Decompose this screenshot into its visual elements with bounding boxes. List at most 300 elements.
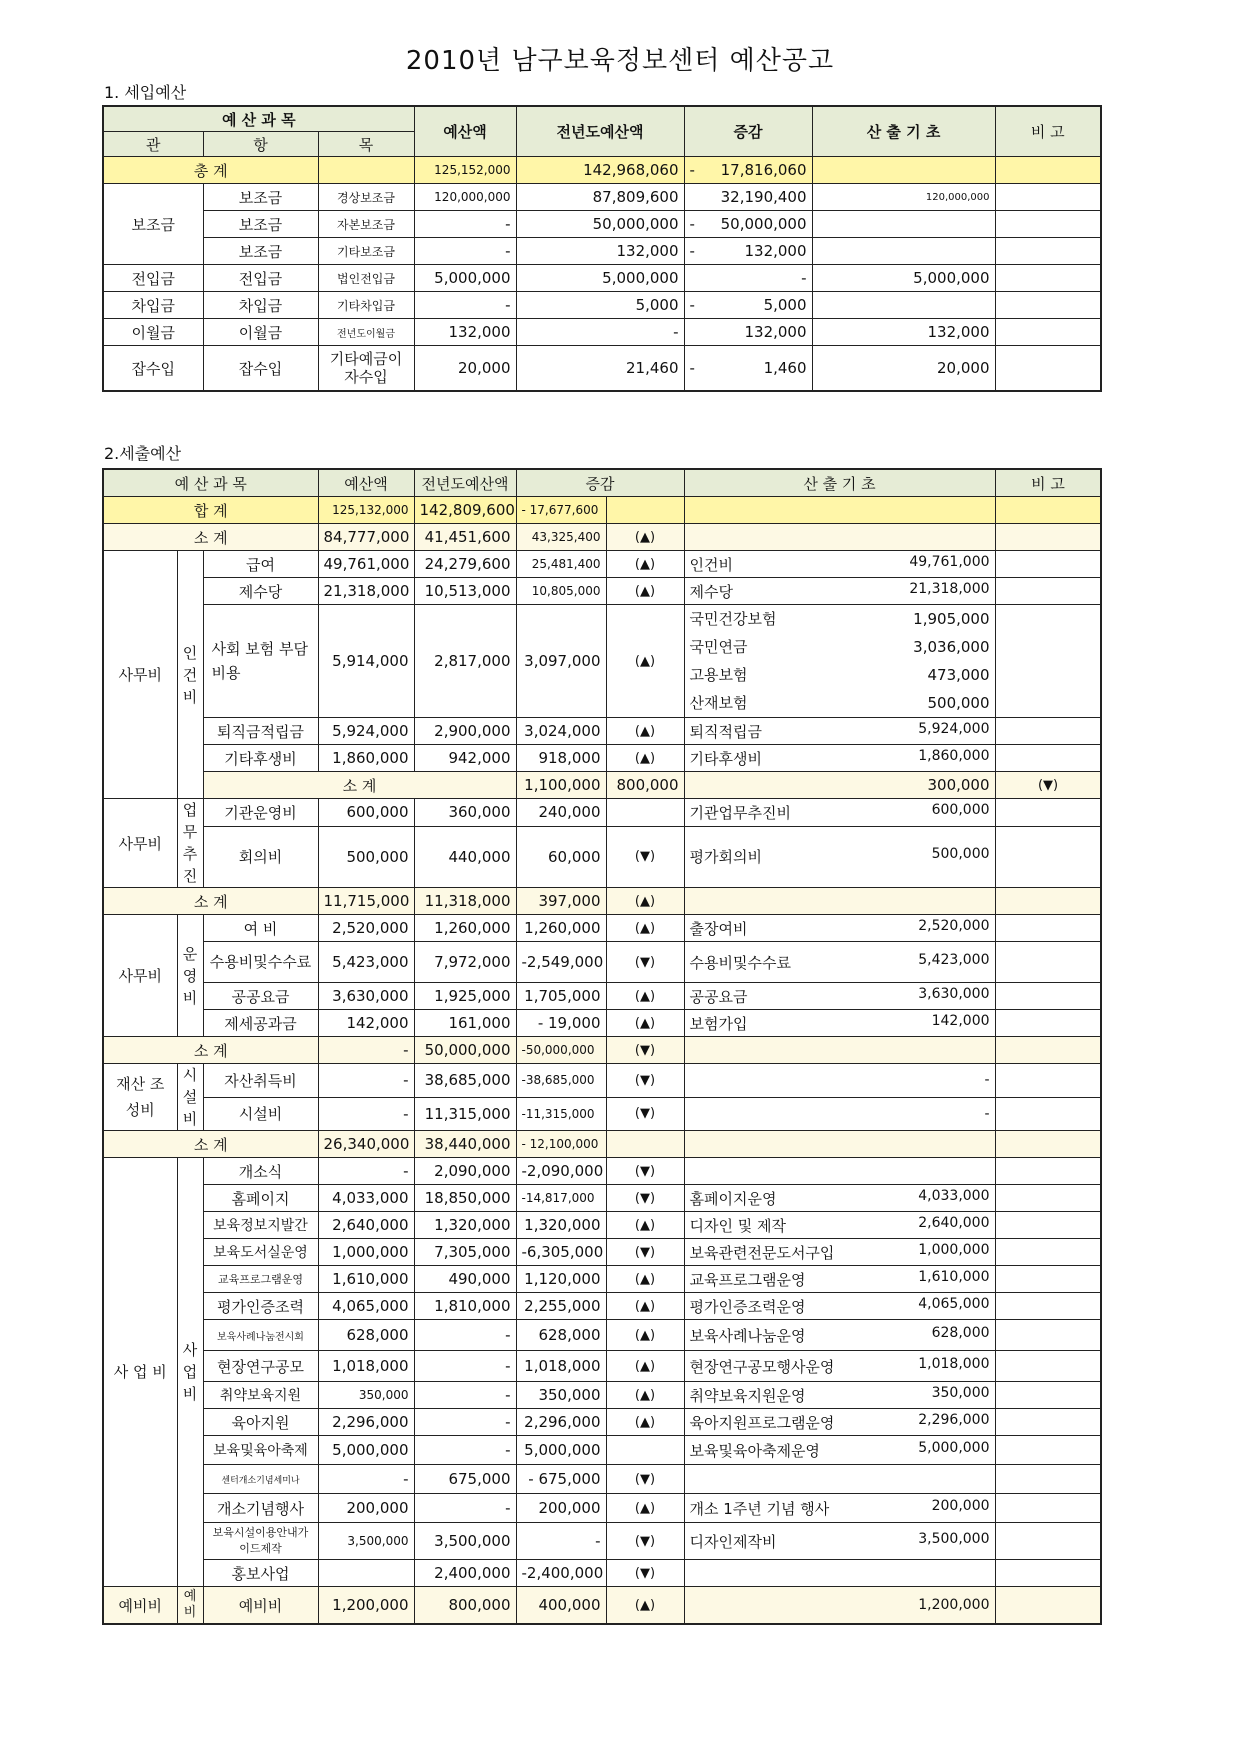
- prev-cell: 942,000: [414, 745, 516, 772]
- basis-name: 인건비: [689, 555, 733, 574]
- prev-cell: 1,260,000: [414, 915, 516, 942]
- basis-name: 육아지원프로그램운영: [689, 1413, 835, 1432]
- basis-name: 국민연금: [689, 638, 748, 656]
- prev-cell: 675,000: [414, 1465, 516, 1494]
- basis-name: 평가회의비: [689, 848, 762, 867]
- table-row: [103, 1560, 1101, 1587]
- change-cell: - 675,000: [516, 1465, 606, 1494]
- budget-cell: 4,065,000: [318, 1293, 414, 1320]
- revenue-table: [102, 105, 1102, 392]
- prev-cell: 2,817,000: [414, 605, 516, 718]
- change-mark: (▼): [606, 1465, 684, 1494]
- prev-cell: 11,315,000: [414, 1097, 516, 1131]
- basis-cell: 132,000: [812, 319, 995, 346]
- gwan-cell: 사 업 비: [103, 1158, 177, 1587]
- change-cell: 1,260,000: [516, 915, 606, 942]
- table-row: [103, 1436, 1101, 1465]
- change-cell: 2,255,000: [516, 1293, 606, 1320]
- col-prev: 전년도예산액: [414, 469, 516, 497]
- budget-cell: 2,296,000: [318, 1409, 414, 1436]
- budget-cell: -: [318, 1158, 414, 1185]
- total-change-sign: -: [689, 161, 695, 179]
- budget-cell: 350,000: [318, 1382, 414, 1409]
- sign-cell: -: [689, 359, 695, 377]
- budget-cell: 5,000,000: [414, 265, 516, 292]
- change-cell: 132,000: [744, 323, 807, 341]
- basis-name: 국민건강보험: [689, 610, 777, 628]
- col-subject: 예 산 과 목: [103, 106, 414, 132]
- change-mark: (▲): [606, 1494, 684, 1523]
- basis-value: 5,924,000: [918, 720, 990, 737]
- revenue-section-label: 1. 세입예산: [104, 83, 187, 102]
- mok-cell: 평가인증조력: [203, 1293, 318, 1320]
- mok-cell: 개소기념행사: [203, 1494, 318, 1523]
- table-row: [103, 265, 1101, 292]
- table-row: [103, 238, 1101, 265]
- change-cell: 1,320,000: [516, 1212, 606, 1239]
- gwan-cell: 잡수입: [103, 346, 203, 392]
- col-gwan: 관: [103, 132, 203, 157]
- budget-cell: -: [414, 211, 516, 238]
- subtotal-label: 소 계: [103, 1037, 318, 1064]
- basis-value: 350,000: [931, 1384, 990, 1401]
- basis-name: 디자인 및 제작: [689, 1216, 786, 1235]
- change-cell: 918,000: [516, 745, 606, 772]
- change-cell: 10,805,000: [516, 578, 606, 605]
- table-row: [103, 1351, 1101, 1382]
- budget-cell: -: [414, 238, 516, 265]
- mok-cell: 홈페이지: [203, 1185, 318, 1212]
- table-row: [103, 1320, 1101, 1351]
- change-cell: 50,000,000: [720, 215, 807, 233]
- col-note: 비 고: [995, 469, 1101, 497]
- prev-cell: 161,000: [414, 1010, 516, 1037]
- change-mark: (▼): [995, 772, 1101, 799]
- change-cell: -50,000,000: [516, 1037, 606, 1064]
- change-cell: 2,296,000: [516, 1409, 606, 1436]
- col-prev: 전년도예산액: [516, 106, 684, 157]
- change-cell: 3,024,000: [516, 718, 606, 745]
- change-mark: (▲): [606, 983, 684, 1010]
- change-cell: -38,685,000: [516, 1064, 606, 1098]
- budget-cell: -: [318, 1037, 414, 1064]
- prev-cell: 2,400,000: [414, 1560, 516, 1587]
- table-row: [103, 1212, 1101, 1239]
- col-mok: 목: [318, 132, 414, 157]
- basis-name: 기관업무추진비: [689, 803, 791, 822]
- prev-cell: 2,090,000: [414, 1158, 516, 1185]
- mok-cell: 보육및육아축제: [203, 1436, 318, 1465]
- budget-cell: 5,423,000: [318, 942, 414, 983]
- mok-cell: 기타예금이자수입: [318, 346, 414, 392]
- subtotal-label: 소 계: [103, 1131, 318, 1158]
- change-mark: (▲): [606, 1010, 684, 1037]
- prev-cell: 3,500,000: [414, 1523, 516, 1560]
- prev-cell: 1,925,000: [414, 983, 516, 1010]
- basis-name: 보육및육아축제운영: [689, 1441, 820, 1460]
- basis-value: 2,640,000: [918, 1214, 990, 1231]
- change-mark: [606, 799, 684, 827]
- budget-cell: 21,318,000: [318, 578, 414, 605]
- basis-value: 1,200,000: [684, 1587, 995, 1625]
- mok-cell: 취약보육지원: [203, 1382, 318, 1409]
- basis-name: 디자인제작비: [689, 1532, 777, 1551]
- prev-cell: -: [414, 1320, 516, 1351]
- table-row: [103, 983, 1101, 1010]
- budget-cell: 20,000: [414, 346, 516, 392]
- subtotal-row: [103, 1131, 1101, 1158]
- prev-cell: 1,320,000: [414, 1212, 516, 1239]
- change-cell: -6,305,000: [516, 1239, 606, 1266]
- prev-cell: 11,318,000: [414, 888, 516, 915]
- hang-cell: 이월금: [203, 319, 318, 346]
- mok-cell: 회의비: [203, 826, 318, 887]
- table-row: [103, 799, 1101, 827]
- basis-value: 1,000,000: [918, 1241, 990, 1258]
- hang-cell: 차입금: [203, 292, 318, 319]
- hang-cell: 보조금: [203, 211, 318, 238]
- basis-value: 4,033,000: [918, 1187, 990, 1204]
- change-cell: 25,481,400: [516, 551, 606, 578]
- budget-cell: 132,000: [414, 319, 516, 346]
- change-mark: (▼): [606, 1097, 684, 1131]
- change-mark: (▲): [606, 578, 684, 605]
- change-cell: 300,000: [684, 772, 995, 799]
- prev-cell: 10,513,000: [414, 578, 516, 605]
- basis-value: -: [984, 1072, 990, 1089]
- hang-cell: 업무추진: [177, 799, 203, 888]
- change-cell: -14,817,000: [516, 1185, 606, 1212]
- basis-value: 5,423,000: [918, 951, 990, 968]
- table-row: [103, 745, 1101, 772]
- change-cell: 43,325,400: [516, 524, 606, 551]
- prev-cell: 50,000,000: [516, 211, 684, 238]
- basis-cell: 120,000,000: [812, 184, 995, 211]
- change-mark: (▲): [606, 605, 684, 718]
- basis-value: 1,610,000: [918, 1268, 990, 1285]
- prev-cell: 132,000: [516, 238, 684, 265]
- sign-cell: -: [689, 215, 695, 233]
- total-label: 총 계: [103, 157, 318, 184]
- hang-cell: 예비: [177, 1587, 203, 1625]
- basis-value: 500,000: [927, 694, 990, 712]
- basis-name: 보육사례나눔운영: [689, 1326, 806, 1345]
- basis-cell: 5,000,000: [812, 265, 995, 292]
- table-row: [103, 942, 1101, 983]
- change-mark: (▼): [606, 1064, 684, 1098]
- mok-cell: 예비비: [203, 1587, 318, 1625]
- basis-value: 21,318,000: [909, 580, 990, 597]
- mok-cell: 제세공과금: [203, 1010, 318, 1037]
- gwan-cell: 사무비: [103, 799, 177, 888]
- prev-cell: -: [414, 1494, 516, 1523]
- mok-cell: 기타보조금: [318, 238, 414, 265]
- change-mark: (▼): [606, 1158, 684, 1185]
- table-row: [103, 551, 1101, 578]
- table-row: [103, 1158, 1101, 1185]
- change-cell: 3,097,000: [516, 605, 606, 718]
- hang-cell: 사업비: [177, 1158, 203, 1587]
- prev-cell: 490,000: [414, 1266, 516, 1293]
- table-row: [103, 578, 1101, 605]
- budget-cell: 3,630,000: [318, 983, 414, 1010]
- mok-cell: 센터개소기념세미나: [203, 1465, 318, 1494]
- reserve-row: [103, 1587, 1101, 1625]
- expense-total-row: [103, 497, 1101, 524]
- basis-name: 현장연구공모행사운영: [689, 1357, 835, 1376]
- basis-value: 200,000: [931, 1497, 990, 1514]
- basis-value: 3,036,000: [913, 638, 990, 656]
- budget-cell: -: [414, 292, 516, 319]
- budget-cell: 2,520,000: [318, 915, 414, 942]
- basis-value: 3,630,000: [918, 985, 990, 1002]
- mok-cell: 여 비: [203, 915, 318, 942]
- table-row: [103, 211, 1101, 238]
- subtotal-row: [103, 524, 1101, 551]
- basis-value: 1,018,000: [918, 1355, 990, 1372]
- col-budget: 예산액: [318, 469, 414, 497]
- mok-cell: 육아지원: [203, 1409, 318, 1436]
- budget-cell: 3,500,000: [318, 1523, 414, 1560]
- change-mark: (▲): [606, 1587, 684, 1625]
- budget-cell: -: [318, 1097, 414, 1131]
- mok-cell: 시설비: [203, 1097, 318, 1131]
- budget-cell: 1,860,000: [318, 745, 414, 772]
- gwan-cell: 사무비: [103, 915, 177, 1037]
- mok-cell: 보육시설이용안내가이드제작: [203, 1523, 318, 1560]
- prev-cell: -: [516, 319, 684, 346]
- prev-cell: 38,440,000: [414, 1131, 516, 1158]
- change-mark: [606, 1436, 684, 1465]
- table-row: [103, 1239, 1101, 1266]
- subtotal-row: [103, 1037, 1101, 1064]
- prev-cell: 18,850,000: [414, 1185, 516, 1212]
- basis-name: 수용비및수수료: [689, 953, 791, 972]
- basis-name: 고용보험: [689, 666, 748, 684]
- basis-name: 공공요금: [689, 987, 748, 1006]
- change-cell: 628,000: [516, 1320, 606, 1351]
- change-cell: 1,705,000: [516, 983, 606, 1010]
- table-row: [103, 826, 1101, 887]
- basis-name: 개소 1주년 기념 행사: [689, 1499, 830, 1518]
- budget-cell: 142,000: [318, 1010, 414, 1037]
- subtotal-label: 소 계: [103, 888, 318, 915]
- col-change: 증감: [684, 106, 812, 157]
- change-cell: 32,190,400: [720, 188, 807, 206]
- change-cell: - 12,100,000: [516, 1131, 606, 1158]
- change-mark: (▲): [606, 524, 684, 551]
- basis-value: 2,296,000: [918, 1411, 990, 1428]
- change-mark: (▼): [606, 1523, 684, 1560]
- hang-cell: 보조금: [203, 184, 318, 211]
- prev-cell: -: [414, 1351, 516, 1382]
- gwan-cell: 전입금: [103, 265, 203, 292]
- basis-value: 473,000: [927, 666, 990, 684]
- basis-name: 취약보육지원운영: [689, 1386, 806, 1405]
- change-mark: (▲): [606, 915, 684, 942]
- subtotal-row: [103, 772, 1101, 799]
- budget-cell: 4,033,000: [318, 1185, 414, 1212]
- gwan-cell: 재산 조성비: [103, 1064, 177, 1131]
- table-row: [103, 184, 1101, 211]
- prev-cell: 21,460: [516, 346, 684, 392]
- basis-name: 퇴직적립금: [689, 722, 762, 741]
- change-mark: (▲): [606, 718, 684, 745]
- change-cell: -2,549,000: [516, 942, 606, 983]
- mok-cell: 전년도이월금: [318, 319, 414, 346]
- expense-section-label: 2.세출예산: [104, 444, 182, 463]
- change-cell: 350,000: [516, 1382, 606, 1409]
- sign-cell: -: [689, 296, 695, 314]
- budget-cell: 5,914,000: [318, 605, 414, 718]
- hang-cell: 인건비: [177, 551, 203, 799]
- page-title: 2010년 남구보육정보센터 예산공고: [405, 46, 835, 76]
- prev-cell: 38,685,000: [414, 1064, 516, 1098]
- table-row: [103, 1494, 1101, 1523]
- total-label: 합 계: [103, 497, 318, 524]
- budget-cell: 1,000,000: [318, 1239, 414, 1266]
- change-mark: (▼): [606, 942, 684, 983]
- basis-value: 3,500,000: [918, 1530, 990, 1547]
- budget-cell: -: [318, 1064, 414, 1098]
- mok-cell: 법인전입금: [318, 265, 414, 292]
- table-row: [103, 292, 1101, 319]
- basis-value: 628,000: [931, 1324, 990, 1341]
- mok-cell: 퇴직금적립금: [203, 718, 318, 745]
- table-row: [103, 1523, 1101, 1560]
- gwan-cell: 예비비: [103, 1587, 177, 1625]
- change-mark: (▼): [606, 1560, 684, 1587]
- change-cell: -11,315,000: [516, 1097, 606, 1131]
- prev-cell: 24,279,600: [414, 551, 516, 578]
- budget-cell: 1,610,000: [318, 1266, 414, 1293]
- budget-cell: 84,777,000: [318, 524, 414, 551]
- budget-cell: 5,000,000: [318, 1436, 414, 1465]
- table-row: [103, 915, 1101, 942]
- gwan-cell: 사무비: [103, 551, 177, 799]
- change-mark: (▲): [606, 1212, 684, 1239]
- table-row: [103, 1010, 1101, 1037]
- mok-cell: 공공요금: [203, 983, 318, 1010]
- change-mark: (▼): [606, 826, 684, 887]
- change-mark: (▲): [606, 1293, 684, 1320]
- change-mark: [606, 1131, 684, 1158]
- mok-cell: 자본보조금: [318, 211, 414, 238]
- change-mark: (▼): [606, 1239, 684, 1266]
- prev-cell: 360,000: [414, 799, 516, 827]
- change-cell: -: [801, 269, 807, 287]
- basis-cell: [812, 211, 995, 238]
- basis-value: 600,000: [931, 801, 990, 818]
- col-basis: 산 출 기 초: [684, 469, 995, 497]
- total-change: - 17,677,600: [516, 497, 606, 524]
- mok-cell: 기관운영비: [203, 799, 318, 827]
- prev-cell: 50,000,000: [414, 1037, 516, 1064]
- basis-name: 홈페이지운영: [689, 1189, 777, 1208]
- budget-cell: -: [318, 1465, 414, 1494]
- change-cell: - 19,000: [516, 1010, 606, 1037]
- budget-cell: 2,640,000: [318, 1212, 414, 1239]
- mok-cell: 보육사례나눔전시회: [203, 1320, 318, 1351]
- gwan-cell: 보조금: [103, 184, 203, 265]
- budget-cell: 120,000,000: [414, 184, 516, 211]
- change-mark: (▲): [606, 888, 684, 915]
- total-prev: 142,968,060: [516, 157, 684, 184]
- subtotal-label: 소 계: [203, 772, 516, 799]
- change-cell: 5,000: [763, 296, 807, 314]
- change-cell: 1,018,000: [516, 1351, 606, 1382]
- gwan-cell: 차입금: [103, 292, 203, 319]
- table-row: [103, 718, 1101, 745]
- hang-cell: 전입금: [203, 265, 318, 292]
- change-cell: -: [516, 1523, 606, 1560]
- table-row: [103, 1382, 1101, 1409]
- change-cell: 400,000: [516, 1587, 606, 1625]
- table-row: [103, 1064, 1101, 1098]
- basis-cell: [812, 292, 995, 319]
- mok-cell: 급여: [203, 551, 318, 578]
- prev-cell: 440,000: [414, 826, 516, 887]
- change-mark: (▲): [606, 1320, 684, 1351]
- col-budget: 예산액: [414, 106, 516, 157]
- change-cell: 5,000,000: [516, 1436, 606, 1465]
- budget-cell: [318, 1560, 414, 1587]
- hang-cell: 보조금: [203, 238, 318, 265]
- mok-cell: 현장연구공모: [203, 1351, 318, 1382]
- mok-cell: 자산취득비: [203, 1064, 318, 1098]
- change-cell: 60,000: [516, 826, 606, 887]
- basis-name: 산재보험: [689, 694, 748, 712]
- prev-cell: -: [414, 1382, 516, 1409]
- mok-cell: 사회 보험 부담 비용: [203, 605, 318, 718]
- mok-cell: 홍보사업: [203, 1560, 318, 1587]
- total-budget: 125,152,000: [414, 157, 516, 184]
- prev-cell: 5,000,000: [516, 265, 684, 292]
- change-cell: 1,120,000: [516, 1266, 606, 1293]
- basis-value: 2,520,000: [918, 917, 990, 934]
- change-cell: 1,460: [763, 359, 807, 377]
- budget-cell: 5,924,000: [318, 718, 414, 745]
- hang-cell: 운영비: [177, 915, 203, 1037]
- basis-name: 기타후생비: [689, 749, 762, 768]
- table-row: [103, 1185, 1101, 1212]
- change-mark: (▼): [606, 1185, 684, 1212]
- prev-cell: 1,810,000: [414, 1293, 516, 1320]
- subtotal-row: [103, 888, 1101, 915]
- prev-cell: 87,809,600: [516, 184, 684, 211]
- change-mark: (▲): [606, 1351, 684, 1382]
- basis-value: 1,860,000: [918, 747, 990, 764]
- basis-name: 보육관련전문도서구입: [689, 1243, 835, 1262]
- col-note: 비 고: [995, 106, 1101, 157]
- col-subject: 예 산 과 목: [103, 469, 318, 497]
- change-cell: 200,000: [516, 1494, 606, 1523]
- change-mark: (▲): [606, 745, 684, 772]
- change-mark: (▲): [606, 1409, 684, 1436]
- col-basis: 산 출 기 초: [812, 106, 995, 157]
- mok-cell: 기타후생비: [203, 745, 318, 772]
- mok-cell: 경상보조금: [318, 184, 414, 211]
- change-mark: (▲): [606, 1266, 684, 1293]
- table-row: [103, 1293, 1101, 1320]
- revenue-total-row: [103, 157, 1101, 184]
- budget-cell: 26,340,000: [318, 1131, 414, 1158]
- table-row: [103, 605, 1101, 718]
- basis-value: 142,000: [931, 1012, 990, 1029]
- change-mark: (▲): [606, 551, 684, 578]
- basis-value: 4,065,000: [918, 1295, 990, 1312]
- prev-cell: 41,451,600: [414, 524, 516, 551]
